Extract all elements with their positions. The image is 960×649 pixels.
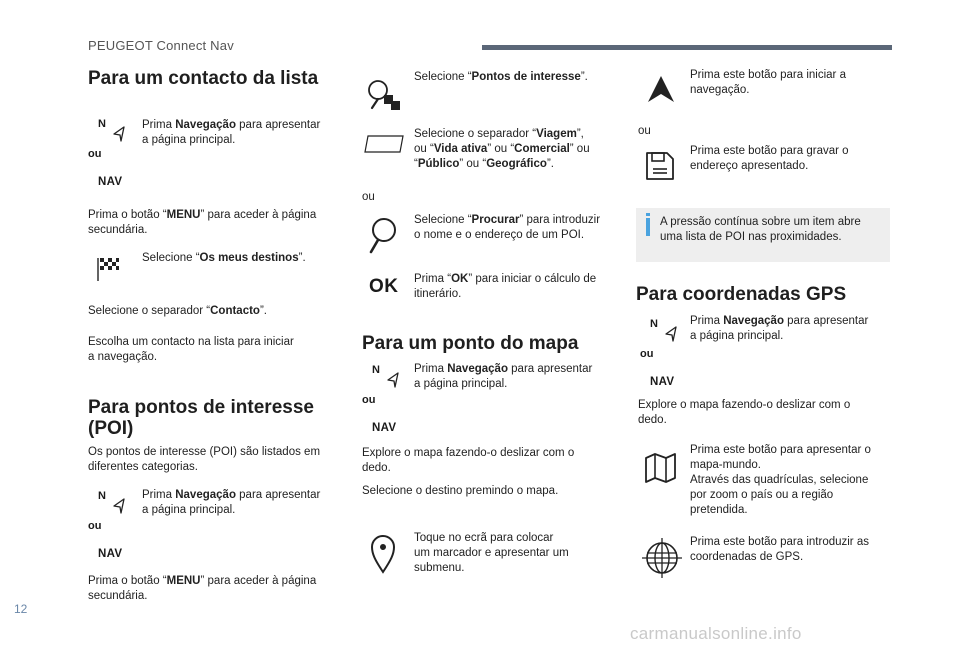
nav-north-label: N [372,364,380,376]
info-text: A pressão contínua sobre um item abre uma lista de POI nas proximidades. [660,216,861,243]
info-icon [646,213,650,216]
destino-instruction: Selecione o destino premindo o mapa. [362,485,559,497]
pontos-instruction: Selecione “Pontos de interesse”. [414,71,588,83]
nav-label: NAV [372,422,397,434]
navigation-icon-group [88,490,132,560]
nav-north-label: N [650,318,658,330]
nav-or-label: ou [88,520,102,532]
nav-instruction-2: Prima Navegação para apresentar a página principal. [142,489,321,516]
mundo-instruction: Prima este botão para apresentar o mapa-mundo. Através das quadrículas, selecione por zoom o país ou a região pretendida. [690,444,871,516]
nav-or-label: ou [640,348,654,360]
heading-gps: Para coordenadas GPS [636,284,847,305]
world-map-icon [644,452,678,484]
ok-instruction: Prima “OK” para iniciar o cálculo de itinerário. [414,273,597,300]
navigation-icon-group [88,118,132,188]
nav-label: NAV [650,376,675,388]
poi-description: Os pontos de interesse (POI) são listados em diferentes categorias. [88,446,321,473]
poi-search-icon [366,78,402,112]
nav-or-label: ou [88,148,102,160]
info-icon-bar [646,218,650,236]
navigation-arrow-icon [386,372,400,388]
heading-contacto: Para um contacto da lista [88,68,319,89]
coordenadas-instruction: Prima este botão para introduzir as coordenadas de GPS. [690,536,869,563]
map-pin-icon [370,534,396,574]
ok-icon: OK [369,276,399,297]
escolha-instruction: Escolha um contacto na lista para iniciar a navegação. [88,336,294,363]
explore-instruction-1: Explore o mapa fazendo-o deslizar com o dedo. [362,447,575,474]
page-number: 12 [14,602,28,616]
contacto-tab-instruction: Selecione o separador “Contacto”. [88,305,267,317]
nav-or-label: ou [362,394,376,406]
destinos-instruction: Selecione “Os meus destinos”. [142,252,306,264]
nav-instruction-3: Prima Navegação para apresentar a página principal. [414,363,593,390]
or-label: ou [362,191,375,203]
header-divider-bar [482,45,892,50]
heading-poi: Para pontos de interesse (POI) [88,397,314,439]
nav-instruction-4: Prima Navegação para apresentar a página principal. [690,315,869,342]
watermark: carmanualsonline.info [630,624,802,643]
nav-north-label: N [98,490,106,502]
toque-instruction: Toque no ecrã para colocar um marcador e apresentar um submenu. [414,532,569,574]
checkered-flag-icon [96,256,120,282]
nav-label: NAV [98,548,123,560]
explore-instruction-2: Explore o mapa fazendo-o deslizar com o dedo. [638,399,851,426]
nav-north-label: N [98,118,106,130]
separador-instruction: Selecione o separador “Viagem”, ou “Vida ativa” ou “Comercial” ou “Público” ou “Geográfico”. [414,128,590,170]
gravar-instruction: Prima este botão para gravar o endereço apresentado. [690,145,849,172]
navigation-icon-group [362,364,406,434]
procurar-instruction: Selecione “Procurar” para introduzir o nome e o endereço de um POI. [414,214,601,241]
menu-instruction-2: Prima o botão “MENU” para aceder à página secundária. [88,575,317,602]
search-icon [368,216,398,254]
document-header: PEUGEOT Connect Nav [88,38,234,53]
info-note [636,208,890,262]
nav-instruction-1: Prima Navegação para apresentar a página principal. [142,119,321,146]
navigation-icon-group [640,318,684,388]
globe-grid-icon [642,538,682,578]
start-navigation-icon [646,74,676,104]
navigation-arrow-icon [112,498,126,514]
tab-separator-icon [364,134,404,154]
or-label: ou [638,125,651,137]
menu-instruction-1: Prima o botão “MENU” para aceder à página secundária. [88,209,317,236]
navigation-arrow-icon [112,126,126,142]
nav-label: NAV [98,176,123,188]
navigation-arrow-icon [664,326,678,342]
iniciar-instruction: Prima este botão para iniciar a navegação. [690,69,846,96]
heading-mapa: Para um ponto do mapa [362,333,579,354]
save-icon [644,150,676,182]
